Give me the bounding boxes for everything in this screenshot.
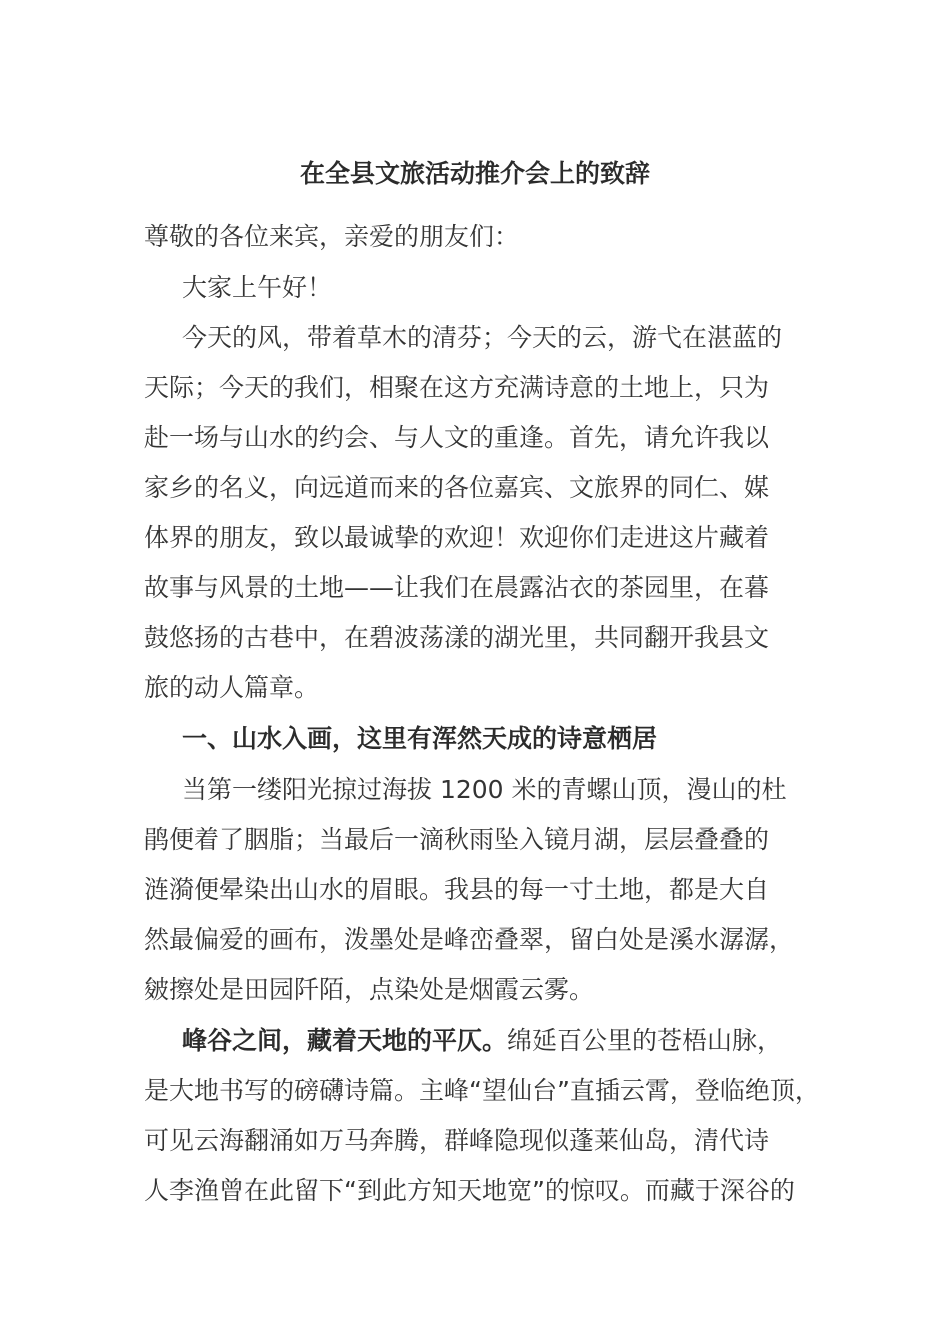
paragraph-2-line-2: 是大地书写的磅礴诗篇。主峰“望仙台”直插云霄，登临绝顶， bbox=[144, 1076, 820, 1105]
intro-line-1: 今天的风，带着草木的清芬；今天的云，游弋在湛蓝的 bbox=[182, 323, 783, 352]
intro-line-6: 故事与风景的土地——让我们在晨露沾衣的茶园里，在暮 bbox=[144, 573, 770, 602]
section-1-line-1: 当第一缕阳光掠过海拔 1200 米的青螺山顶，漫山的杜 bbox=[182, 775, 787, 804]
intro-line-8: 旅的动人篇章。 bbox=[144, 673, 320, 702]
paragraph-2-line-4: 人李渔曾在此留下“到此方知天地宽”的惊叹。而藏于深谷的 bbox=[144, 1176, 795, 1205]
intro-line-3: 赴一场与山水的约会、与人文的重逢。首先，请允许我以 bbox=[144, 423, 770, 452]
section-1-line-5: 皴擦处是田园阡陌，点染处是烟霞云雾。 bbox=[144, 975, 595, 1004]
section-1-line-3: 涟漪便晕染出山水的眉眼。我县的每一寸土地，都是大自 bbox=[144, 875, 770, 904]
intro-line-4: 家乡的名义，向远道而来的各位嘉宾、文旅界的同仁、媒 bbox=[144, 473, 770, 502]
section-1-line-2: 鹃便着了胭脂；当最后一滴秋雨坠入镜月湖，层层叠叠的 bbox=[144, 825, 770, 854]
intro-line-7: 鼓悠扬的古巷中，在碧波荡漾的湖光里，共同翻开我县文 bbox=[144, 623, 770, 652]
paragraph-2-line-3: 可见云海翻涌如万马奔腾，群峰隐现似蓬莱仙岛，清代诗 bbox=[144, 1126, 770, 1155]
paragraph-2-lead: 峰谷之间，藏着天地的平仄。 bbox=[182, 1026, 508, 1055]
intro-line-5: 体界的朋友，致以最诚挚的欢迎！欢迎你们走进这片藏着 bbox=[144, 523, 770, 552]
section-1-line-4: 然最偏爱的画布，泼墨处是峰峦叠翠，留白处是溪水潺潺， bbox=[144, 925, 795, 954]
salutation: 尊敬的各位来宾，亲爱的朋友们： bbox=[144, 222, 520, 251]
section-1-heading: 一、山水入画，这里有浑然天成的诗意栖居 bbox=[182, 724, 658, 753]
document-title: 在全县文旅活动推介会上的致辞 bbox=[299, 159, 650, 188]
greeting: 大家上午好！ bbox=[182, 273, 333, 302]
intro-line-2: 天际；今天的我们，相聚在这方充满诗意的土地上，只为 bbox=[144, 373, 770, 402]
paragraph-2-first-rest: 绵延百公里的苍梧山脉， bbox=[507, 1026, 783, 1055]
paragraph-2-line-1 bbox=[182, 1023, 782, 1059]
